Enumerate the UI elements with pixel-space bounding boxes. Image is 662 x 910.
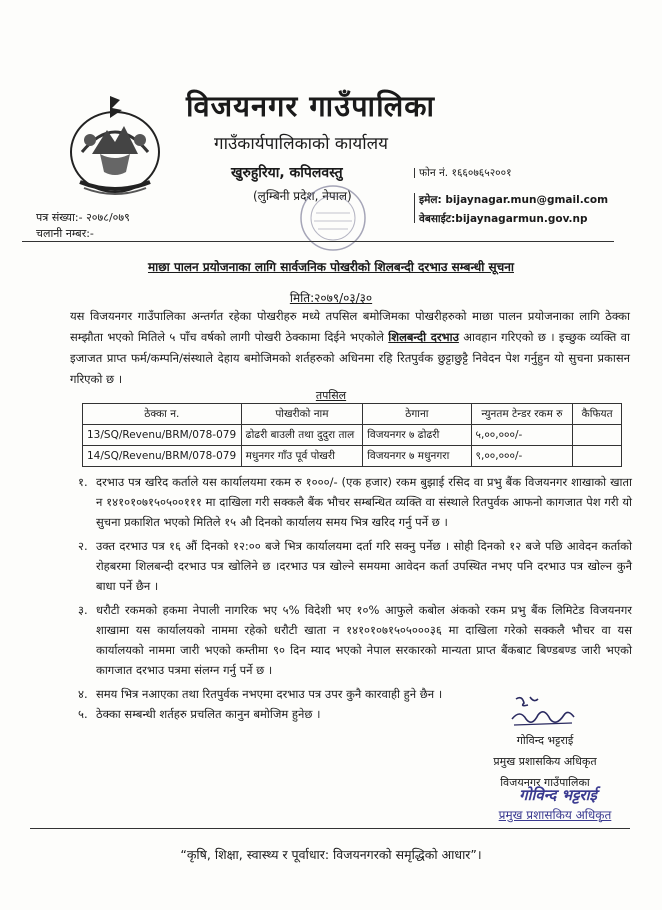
table-cell: ९,००,०००/-: [471, 446, 573, 467]
condition-item: [80, 684, 516, 704]
table-header-row: [83, 404, 622, 425]
condition-text: धरौटी रकमको हकमा नेपाली नागरिक भए ५% विदेशी भए १०% आफुले कबोल अंकको रकम प्रभु बैंक लिमिटेड विजयनगर शाखामा यस कार्यालयको नाममा रहेको धरौटी खाता न १४१०१०७१५०५०००३६ मा दाखिला गरेको सक्कलै भौचर वा यस कार्यालयको नाममा जारी भएको कम्तीमा ९० दिन म्याद भएको नेपाल सरकारको मान्यता प्राप्त बैंकबाट बिण्डबण्ड जारी भएको कागजात दरभाउ पत्रमा संलग्न गर्नु पर्ने छ ।: [96, 603, 632, 677]
letter-ref-no: पत्र संख्या:- २०७८/०७९: [36, 211, 130, 224]
table-cell: 13/SQ/Revenu/BRM/078-079: [83, 425, 242, 446]
footer-divider: [30, 828, 630, 829]
condition-item: [80, 704, 516, 724]
condition-number: १.: [78, 475, 88, 489]
table-cell: विजयनगर ७ ढोढरी: [363, 425, 471, 446]
condition-number: ५.: [78, 707, 88, 721]
column-header: पोखरीको नाम: [241, 404, 363, 425]
notice-intro: [70, 306, 630, 390]
pond-table: [82, 403, 622, 467]
contact-email[interactable]: इमेल: bijaynagar.mun@gmail.com: [419, 194, 609, 206]
table-cell: विजयनगर ७ मधुनगरा: [363, 446, 471, 467]
signatory-block: [460, 730, 630, 793]
province-label: (लुम्बिनी प्रदेश, नेपाल): [253, 189, 352, 203]
condition-number: २.: [78, 539, 88, 553]
conditions-list: [80, 472, 632, 724]
contact-phone: फोन नं. १६६०७६५२००१: [419, 167, 512, 179]
column-header: न्युनतम टेन्डर रकम रु: [471, 404, 573, 425]
header-divider: [22, 241, 614, 242]
column-header: कैफियत: [573, 404, 622, 425]
table-cell: [573, 425, 622, 446]
condition-text: दरभाउ पत्र खरिद कर्ताले यस कार्यालयमा रकम रु १०००/- (एक हजार) रकम बुझाई रसिद वा प्रभु बैंक विजयनगर शाखाको खाता न १४१०१०७१५०५००१११ मा दाखिला गरी सक्कलै बैंक भौचर सम्बन्धित व्यक्ति वा संस्थाले रितपुर्वक आफनो कागजात पेश गरी यो सुचना प्रकाशित भएको मितिले १५ औ दिनको कार्यालय समय भित्र खरिद गर्नु पर्ने छ ।: [96, 475, 632, 529]
condition-number: ४.: [78, 687, 88, 701]
notice-date: मिति:२०७९/०३/३०: [289, 291, 373, 305]
condition-number: ३.: [78, 603, 88, 617]
table-cell: 14/SQ/Revenu/BRM/078-079: [83, 446, 242, 467]
footer-motto: “कृषि, शिक्षा, स्वास्थ्य र पूर्वाधार: विजयनगरको समृद्धिको आधार”।: [180, 847, 482, 862]
condition-item: [80, 472, 632, 532]
intro-text: यस विजयनगर गाउँपालिका अन्तर्गत रहेका पोखरीहरु मध्ये तपसिल बमोजिमका पोखरीहरुको माछा पालन प्रयोजनाका लागि ठेक्का सम्झौता भएको मितिले ५ पाँच वर्षको लागी पोखरी ठेक्कामा दिईने भएकोले: [70, 309, 630, 344]
condition-item: [80, 600, 632, 680]
table-row: [83, 446, 622, 467]
office-name: गाउँकार्यपालिकाको कार्यालय: [214, 134, 389, 154]
nepal-emblem-icon: [62, 92, 168, 200]
column-header: ठेक्का न.: [83, 404, 242, 425]
table-caption: तपसिल: [315, 389, 347, 402]
table-cell: ढोढरी बाउली तथा दुदुरा ताल: [241, 425, 363, 446]
table-row: [83, 425, 622, 446]
role-seal: प्रमुख प्रशासकिय अधिकृत: [498, 808, 612, 822]
condition-item: [80, 536, 632, 596]
table-cell: [573, 446, 622, 467]
signatory-name: गोविन्द भट्टराई: [516, 734, 574, 747]
contact-website[interactable]: वेबसाईट:bijaynagarmun.gov.np: [419, 213, 588, 225]
condition-text: ठेक्का सम्बन्धी शर्तहरु प्रचलित कानुन बमोजिम हुनेछ ।: [96, 707, 321, 721]
table-cell: ५,००,०००/-: [471, 425, 573, 446]
intro-highlight: शिलबन्दी दरभाउ: [388, 330, 459, 344]
office-stamp-icon: [298, 183, 368, 253]
condition-text: उक्त दरभाउ पत्र १६ औं दिनको १२:०० बजे भित्र कार्यालयमा दर्ता गरि सक्नु पर्नेछ । सोही दिनको १२ बजे पछि आवेदन कर्ताको रोहबरमा शिलबन्दी दरभाउ पत्र खोलिने छ ।दरभाउ पत्र खोल्ने समयमा आवेदन कर्ता उपस्थित नभए पनि दरभाउ पत्र खोल्न कुनै बाधा पर्ने छैन ।: [96, 539, 632, 593]
table-cell: मधुनगर गाँउ पूर्व पोखरी: [241, 446, 363, 467]
column-header: ठेगाना: [363, 404, 471, 425]
dispatch-no: चलानी नम्बर:-: [36, 227, 94, 240]
name-seal: गोविन्द भट्टराई: [519, 786, 597, 804]
org-name: विजयनगर गाउँपालिका: [186, 89, 436, 123]
signatory-office: विजयनगर गाउँपालिका: [500, 776, 590, 789]
condition-text: समय भित्र नआएका तथा रितपुर्वक नभएमा दरभाउ पत्र उपर कुनै कारवाही हुने छैन ।: [96, 687, 443, 701]
notice-subject: माछा पालन प्रयोजनाका लागि सार्वजनिक पोखरीको शिलबन्दी दरभाउ सम्बन्धी सूचना: [147, 260, 514, 274]
signature-icon: [508, 693, 578, 733]
signatory-title: प्रमुख प्रशासकिय अधिकृत: [493, 755, 597, 768]
intro-text: आवहान गरिएको छ । इच्छुक व्यक्ति वा इजाजत प्राप्त फर्म/कम्पनि/संस्थाले देहाय बमोजिमको शर्तहरुको अधिनमा रहि रितपुर्वक छुट्टाछुट्टै निवेदन पेश गर्नुहुन यो सुचना प्रकासन गरिएको छ ।: [70, 330, 630, 386]
office-address: खुरुहुरिया, कपिलवस्तु: [231, 165, 343, 181]
